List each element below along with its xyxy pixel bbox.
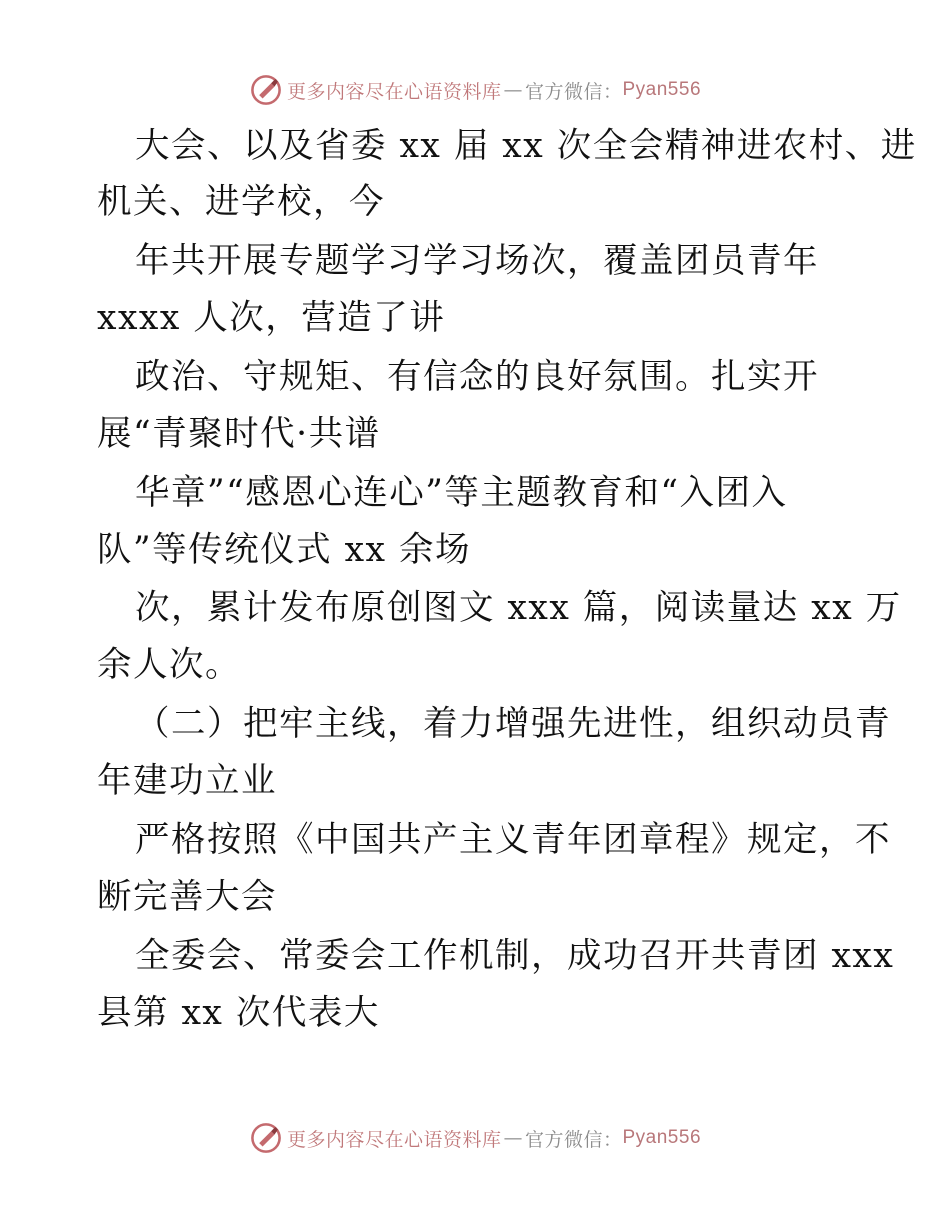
header-wechat-id: Pyan556: [622, 79, 702, 100]
body-line: 全委会、常委会工作机制，成功召开共青团 xxx: [135, 936, 895, 976]
body-line: 政治、守规矩、有信念的良好氛围。扎实开: [135, 357, 819, 397]
brand-logo-icon: [249, 73, 283, 107]
body-line: 次，累计发布原创图文 xxx 篇，阅读量达 xx 万: [135, 588, 902, 628]
footer-site-name: 更多内容尽在心语资料库: [286, 1128, 502, 1151]
brand-logo-icon: [249, 1121, 283, 1155]
footer-watermark: [0, 1118, 950, 1158]
section-heading: （二）把牢主线，着力增强先进性，组织动员青: [135, 704, 891, 744]
body-line: xxxx 人次，营造了讲: [97, 298, 446, 338]
footer-wechat-label: 官方微信：: [524, 1128, 623, 1151]
body-line: 展“青聚时代·共谱: [97, 414, 381, 454]
body-line: 机关、进学校，今: [97, 182, 385, 222]
footer-wechat-id: Pyan556: [622, 1127, 702, 1148]
body-line: 年共开展专题学习学习场次，覆盖团员青年: [135, 241, 819, 281]
body-line: 断完善大会: [97, 877, 277, 917]
section-heading-cont: 年建功立业: [97, 761, 277, 801]
header-dash: —: [503, 79, 523, 101]
footer-dash: —: [503, 1127, 523, 1149]
body-line: 余人次。: [97, 645, 241, 685]
body-line: 县第 xx 次代表大: [97, 993, 380, 1033]
body-line: 严格按照《中国共产主义青年团章程》规定，不: [135, 820, 891, 860]
body-line: 华章”“感恩心连心”等主题教育和“入团入: [135, 473, 788, 513]
body-line: 队”等传统仪式 xx 余场: [97, 530, 471, 570]
header-site-name: 更多内容尽在心语资料库: [286, 80, 502, 103]
body-line: 大会、以及省委 xx 届 xx 次全会精神进农村、进: [135, 126, 917, 166]
header-wechat-label: 官方微信：: [524, 80, 623, 103]
header-watermark: [0, 70, 950, 110]
